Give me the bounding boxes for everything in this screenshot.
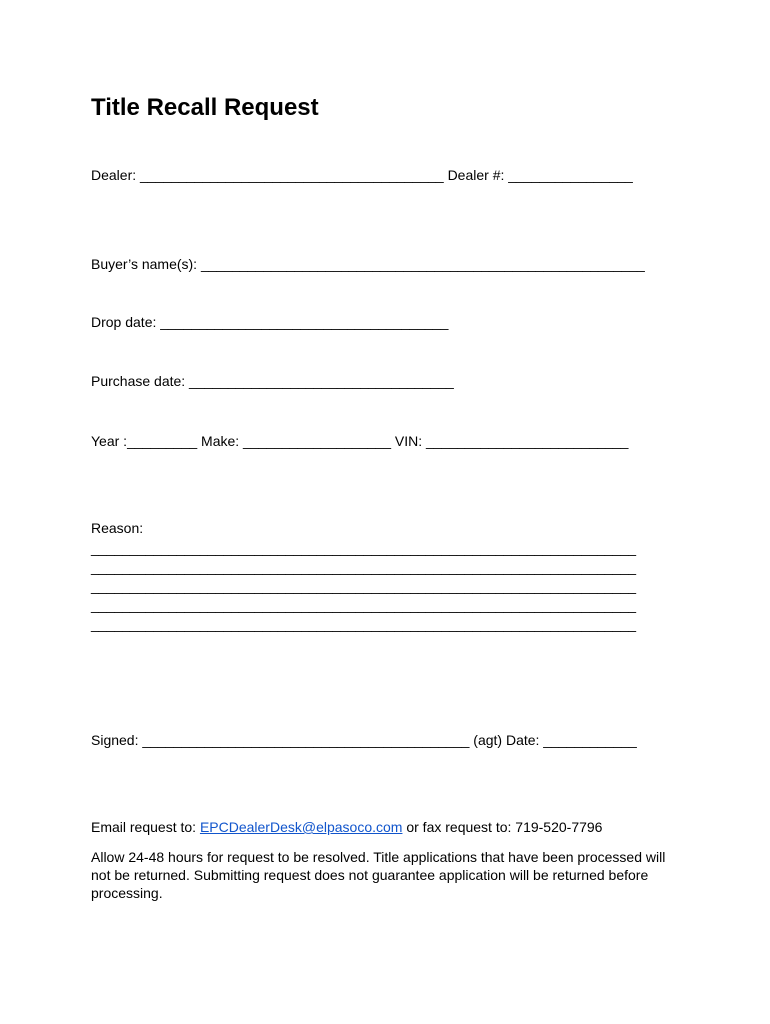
drop-date-field[interactable]: Drop date: _____________________________________: [91, 314, 449, 330]
reason-line[interactable]: ______________________________________________________________________: [91, 616, 637, 632]
processing-note: Allow 24-48 hours for request to be resolved. Title applications that have been processed will not be returned. Submitting request does not guarantee application will be returned before processing.: [91, 849, 666, 901]
reason-line[interactable]: ______________________________________________________________________: [91, 597, 637, 613]
email-prefix: Email request to:: [91, 819, 200, 835]
fax-text: or fax request to: 719-520-7796: [402, 819, 603, 835]
page-title: Title Recall Request: [91, 94, 319, 121]
reason-line[interactable]: ______________________________________________________________________: [91, 578, 637, 594]
vehicle-info-row[interactable]: Year :_________ Make: ___________________ VIN: __________________________: [91, 433, 629, 449]
reason-line[interactable]: ______________________________________________________________________: [91, 559, 637, 575]
reason-line[interactable]: ______________________________________________________________________: [91, 540, 637, 556]
purchase-date-field[interactable]: Purchase date: __________________________________: [91, 373, 454, 389]
buyers-name-field[interactable]: Buyer’s name(s): _________________________________________________________: [91, 256, 645, 272]
dealer-field-row[interactable]: Dealer: _______________________________________ Dealer #: ________________: [91, 167, 633, 183]
contact-line: [91, 818, 602, 836]
signed-date-row[interactable]: Signed: __________________________________________ (agt) Date: ____________: [91, 732, 637, 748]
reason-label: Reason:: [91, 520, 144, 536]
email-link[interactable]: EPCDealerDesk@elpasoco.com: [199, 819, 403, 835]
